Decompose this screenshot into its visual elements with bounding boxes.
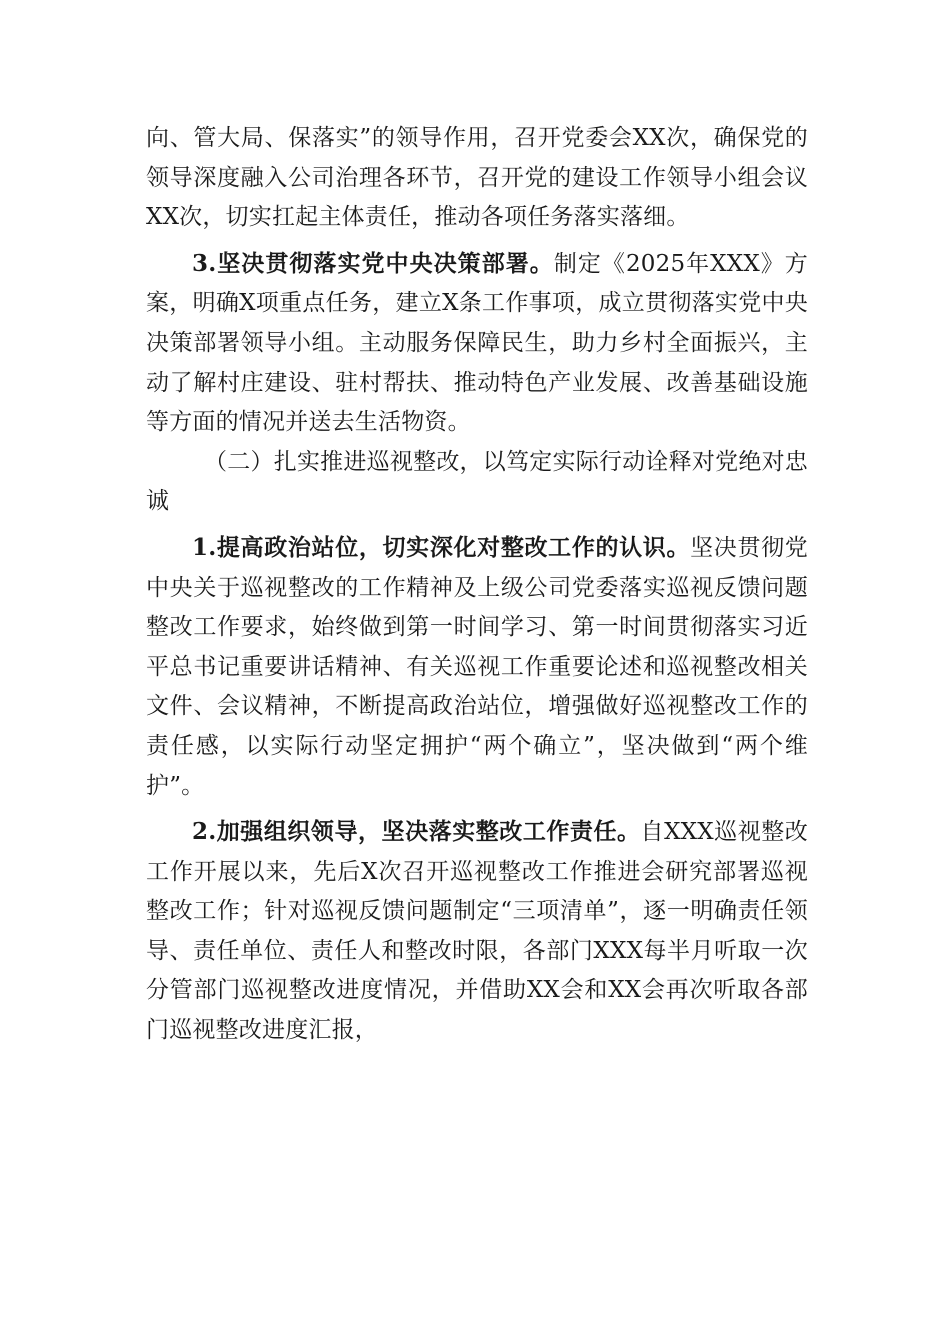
paragraph-body: 向、管大局、保落实”的领导作用，召开党委会XX次，确保党的领导深度融入公司治理各环节，召开党的建设工作领导小组会议XX次，切实扛起主体责任，推动各项任务落实落细。	[146, 125, 808, 231]
paragraph-item-1	[146, 528, 808, 806]
section-heading-text: （二）扎实推进巡视整改，以笃定实际行动诠释对党绝对忠诚	[146, 448, 808, 515]
paragraph-item-2	[146, 812, 808, 1051]
paragraph-lead-heading: 2.加强组织领导，坚决落实整改工作责任。	[192, 818, 641, 846]
document-page	[146, 119, 808, 1051]
paragraph-section-3	[146, 244, 808, 443]
paragraph-body: 自XXX巡视整改工作开展以来，先后X次召开巡视整改工作推进会研究部署巡视整改工作；针对巡视反馈问题制定“三项清单”，逐一明确责任领导、责任单位、责任人和整改时限，各部门XXX每半月听取一次分管部门巡视整改进度情况，并借助XX会和XX会再次听取各部门巡视整改进度汇报，	[146, 819, 808, 1044]
paragraph-lead-heading: 3.坚决贯彻落实党中央决策部署。	[192, 249, 554, 277]
paragraph-body: 坚决贯彻党中央关于巡视整改的工作精神及上级公司党委落实巡视反馈问题整改工作要求，始终做到第一时间学习、第一时间贯彻落实习近平总书记重要讲话精神、有关巡视工作重要论述和巡视整改相关文件、会议精神，不断提高政治站位，增强做好巡视整改工作的责任感，以实际行动坚定拥护“两个确立”，坚决做到“两个维护”。	[146, 534, 808, 799]
paragraph-lead-heading: 1.提高政治站位，切实深化对整改工作的认识。	[192, 533, 691, 561]
paragraph-body: 制定《2025年XXX》方案，明确X项重点任务，建立X条工作事项，成立贯彻落实党中央决策部署领导小组。主动服务保障民生，助力乡村全面振兴，主动了解村庄建设、驻村帮扶、推动特色产业发展、改善基础设施等方面的情况并送去生活物资。	[146, 250, 808, 436]
paragraph-continuation	[146, 119, 808, 238]
section-heading-2	[146, 443, 808, 522]
